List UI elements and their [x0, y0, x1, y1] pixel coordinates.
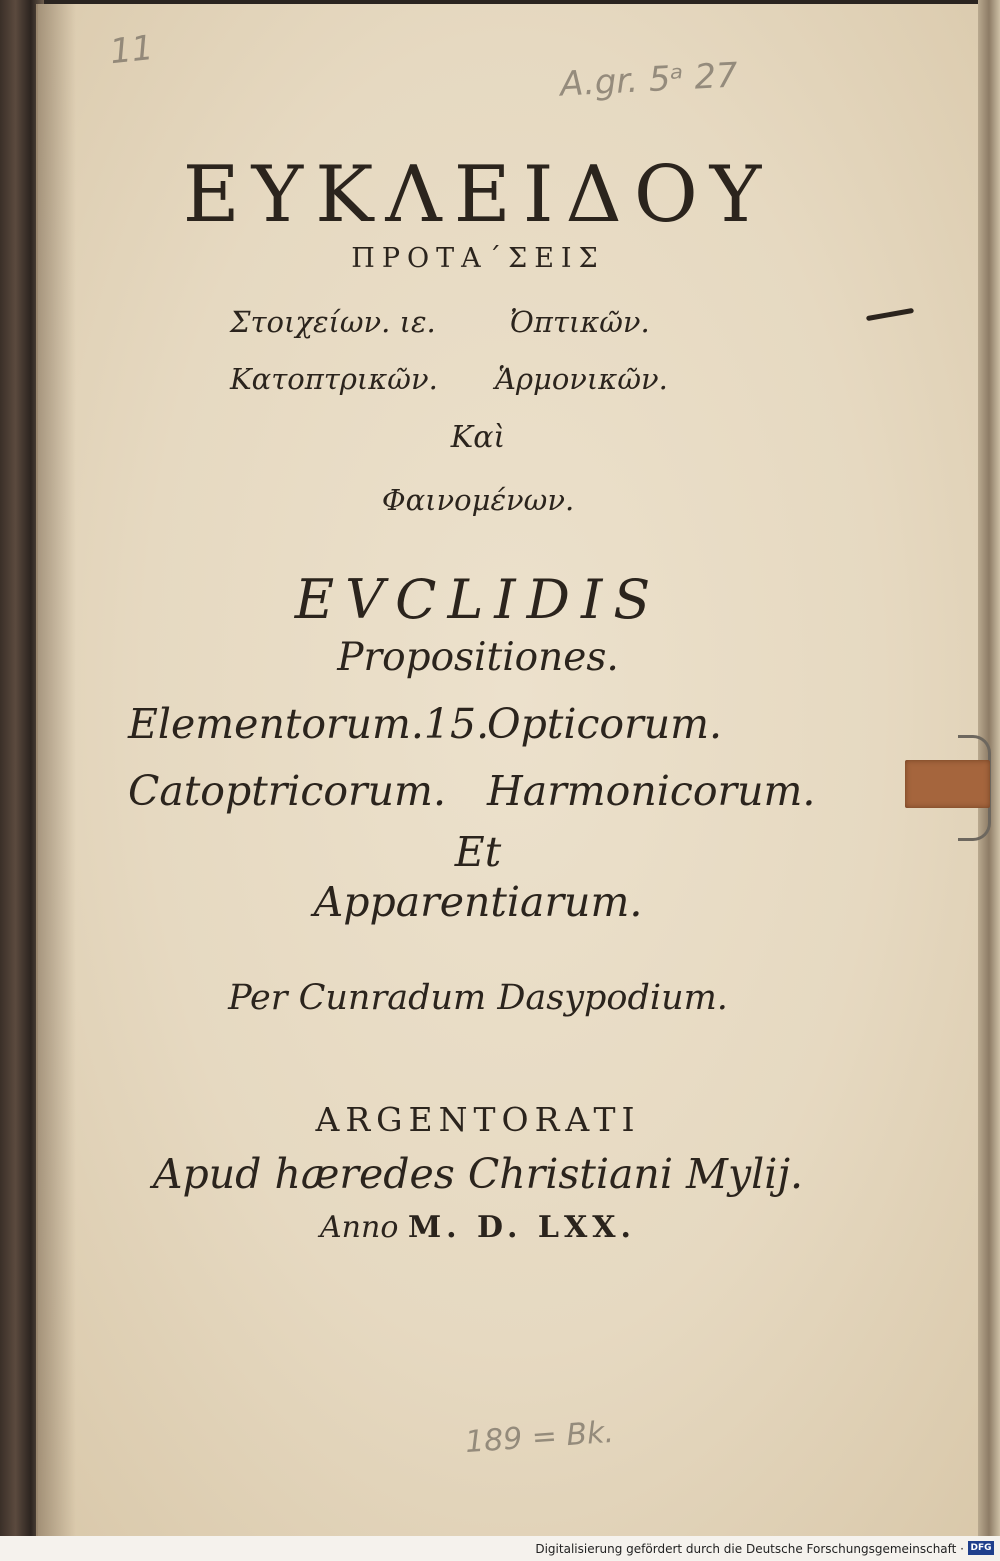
greek-subtitle: ΠΡΟΤΑ΄ΣΕΙΣ — [351, 243, 605, 274]
handwritten-shelfmark: A.gr. 5ᵃ 27 — [559, 55, 739, 105]
latin-phenomena: Apparentiarum. — [313, 878, 643, 926]
greek-title: ΕΥΚΛΕΙΔΟΥ — [182, 150, 774, 240]
latin-elements: Elementorum.15. — [128, 700, 490, 748]
greek-and: Καὶ — [450, 420, 506, 455]
anno-label: Anno — [320, 1210, 399, 1245]
latin-and: Et — [454, 828, 502, 876]
author-line: Per Cunradum Dasypodium. — [228, 978, 728, 1018]
gutter-shadow — [36, 4, 76, 1536]
greek-phenomena: Φαινομένων. — [381, 483, 575, 517]
greek-elements: Στοιχείων. ιε. — [230, 305, 436, 339]
handwritten-note-bottom: 189 = Bk. — [463, 1414, 616, 1461]
imprint-publisher: Apud hæredes Christiani Mylij. — [152, 1150, 804, 1198]
year-roman: M. D. LXX. — [407, 1210, 636, 1245]
latin-title: EVCLIDIS — [294, 568, 662, 631]
imprint-place: ARGENTORATI — [315, 1100, 641, 1139]
dfg-logo: DFG — [968, 1541, 994, 1555]
imprint-date — [98, 1210, 858, 1245]
greek-optics: Ὀπτικῶν. — [510, 305, 650, 339]
latin-harmonics: Harmonicorum. — [487, 767, 816, 815]
leather-tab — [905, 760, 990, 808]
funding-credit: Digitalisierung gefördert durch die Deutsche Forschungsgemeinschaft · — [535, 1542, 964, 1556]
latin-subtitle: Propositiones. — [337, 635, 619, 680]
latin-catoptrics: Catoptricorum. — [128, 767, 446, 815]
handwritten-note-top-left: 11 — [108, 27, 156, 73]
footer-bar — [0, 1536, 1000, 1561]
greek-harmonics: Ἁρμονικῶν. — [495, 362, 668, 396]
latin-optics: Opticorum. — [487, 700, 723, 748]
greek-catoptrics: Κατοπτρικῶν. — [230, 362, 438, 396]
